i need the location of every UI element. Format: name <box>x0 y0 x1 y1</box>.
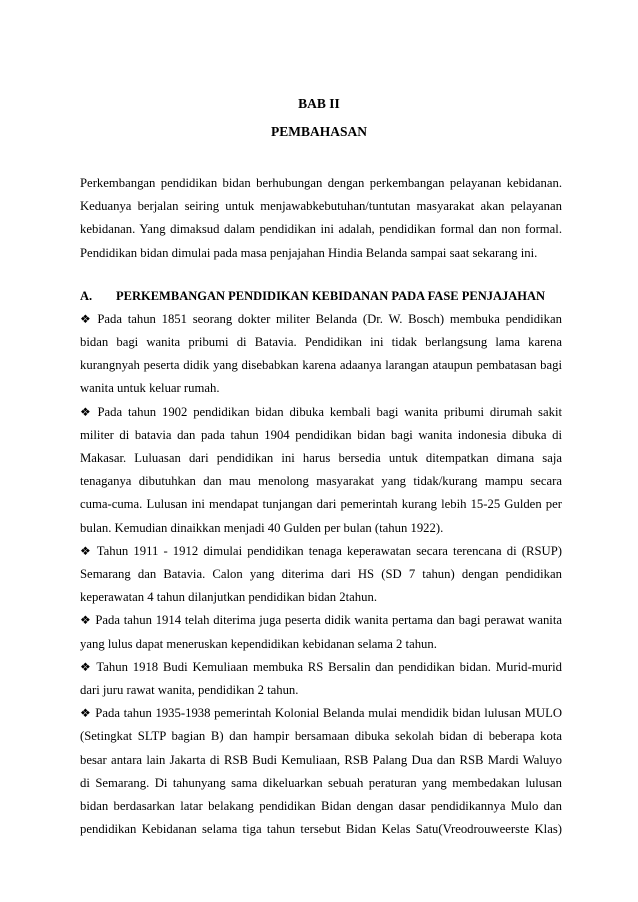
list-item <box>80 702 562 841</box>
item-line: besar antara lain Jakarta di RSB Budi Kemuliaan, RSB Palang Dua dan RSB Mardi Waluyo <box>80 752 562 767</box>
intro-line: Perkembangan pendidikan bidan berhubungan dengan perkembangan pelayanan kebidanan. <box>80 176 562 190</box>
diamond-bullet-icon: ❖ <box>80 706 92 721</box>
item-line: yang lulus dapat meneruskan kependidikan kebidanan selama 2 tahun. <box>80 636 437 651</box>
item-line: Pada tahun 1935-1938 pemerintah Kolonial Belanda mulai mendidik bidan lulusan MULO <box>95 706 562 721</box>
item-line: Makasar. Luluasan dari pendidikan ini harus bersedia untuk ditempatkan dimana saja <box>80 451 562 466</box>
section-title: PERKEMBANGAN PENDIDIKAN KEBIDANAN PADA FASE PENJAJAHAN <box>116 288 546 303</box>
item-line: di Semarang. Di tahunyang sama dikeluarkan sebuah peraturan yang membedakan lulusan <box>80 775 562 790</box>
document-body <box>80 172 562 841</box>
chapter-title: PEMBAHASAN <box>270 124 367 139</box>
item-line: bidan berdasarkan latar belakang pendidikan Bidan dengan dasar pendidikannya Mulo dan <box>80 799 562 814</box>
intro-paragraph <box>80 172 562 265</box>
intro-line: kebidanan. Yang dimaksud dalam pendidikan ini adalah, pendidikan formal dan non formal. <box>80 222 562 237</box>
item-line: Pada tahun 1902 pendidikan bidan dibuka kembali bagi wanita pribumi dirumah sakit <box>97 404 562 419</box>
item-line: Semarang dan Batavia. Calon yang diterima dari HS (SD 7 tahun) dengan pendidikan <box>80 567 562 582</box>
chapter-heading: BAB II <box>298 96 340 111</box>
list-item <box>80 308 562 401</box>
diamond-bullet-icon: ❖ <box>80 543 93 558</box>
diamond-bullet-icon: ❖ <box>80 659 93 674</box>
list-item <box>80 656 562 702</box>
item-line: tenaganya dibutuhkan dan mau menolong masyarakat yang tidak/kurang mampu secara <box>80 474 562 489</box>
item-line: pendidikan Kebidanan selama tiga tahun tersebut Bidan Kelas Satu(Vreodrouweerste Klas) <box>80 822 562 837</box>
item-line: cuma-cuma. Lulusan ini mendapat tunjangan dari pemerintah kurang lebih 15-25 Gulden per <box>80 497 562 512</box>
intro-line: Keduanya berjalan seiring untuk menjawabkebutuhan/tuntutan masyarakat akan pelayanan <box>80 199 562 214</box>
item-line: bidan bagi wanita pribumi di Batavia. Pendidikan ini tidak berlangsung lama karena <box>80 335 562 350</box>
diamond-bullet-icon: ❖ <box>80 613 92 628</box>
item-line: Pada tahun 1851 seorang dokter militer Belanda (Dr. W. Bosch) membuka pendidikan <box>97 311 562 326</box>
section-letter: A. <box>80 288 93 303</box>
item-line: Tahun 1911 - 1912 dimulai pendidikan tenaga keperawatan secara terencana di (RSUP) <box>96 543 562 558</box>
item-line: Tahun 1918 Budi Kemuliaan membuka RS Bersalin dan pendidikan bidan. Murid-murid <box>96 659 563 674</box>
item-line: militer di batavia dan pada tahun 1904 pendidikan bidan bagi wanita indonesia dibuka di <box>80 427 562 442</box>
diamond-bullet-icon: ❖ <box>80 311 94 326</box>
intro-line: Pendidikan bidan dimulai pada masa penjajahan Hindia Belanda sampai saat sekarang ini. <box>80 245 538 260</box>
list-item <box>80 609 562 655</box>
item-line: wanita untuk keluar rumah. <box>80 381 220 396</box>
list-item <box>80 540 562 610</box>
item-line: Pada tahun 1914 telah diterima juga peserta didik wanita pertama dan bagi perawat wanita <box>95 613 562 628</box>
diamond-bullet-icon: ❖ <box>80 404 94 419</box>
item-line: dari juru rawat wanita, pendidikan 2 tahun. <box>80 683 299 698</box>
item-line: kurangnyah peserta didik yang disebabkan karena adaanya larangan ataupun pembatasan bagi <box>80 358 562 373</box>
item-line: bulan. Kemudian dinaikkan menjadi 40 Gulden per bulan (tahun 1922). <box>80 520 444 535</box>
item-line: (Setingkat SLTP bagian B) dan hampir bersamaan dibuka sekolah bidan di beberapa kota <box>80 729 562 744</box>
list-item <box>80 401 562 540</box>
item-line: keperawatan 4 tahun dilanjutkan pendidikan bidan 2tahun. <box>80 590 378 605</box>
section-heading <box>80 285 562 308</box>
